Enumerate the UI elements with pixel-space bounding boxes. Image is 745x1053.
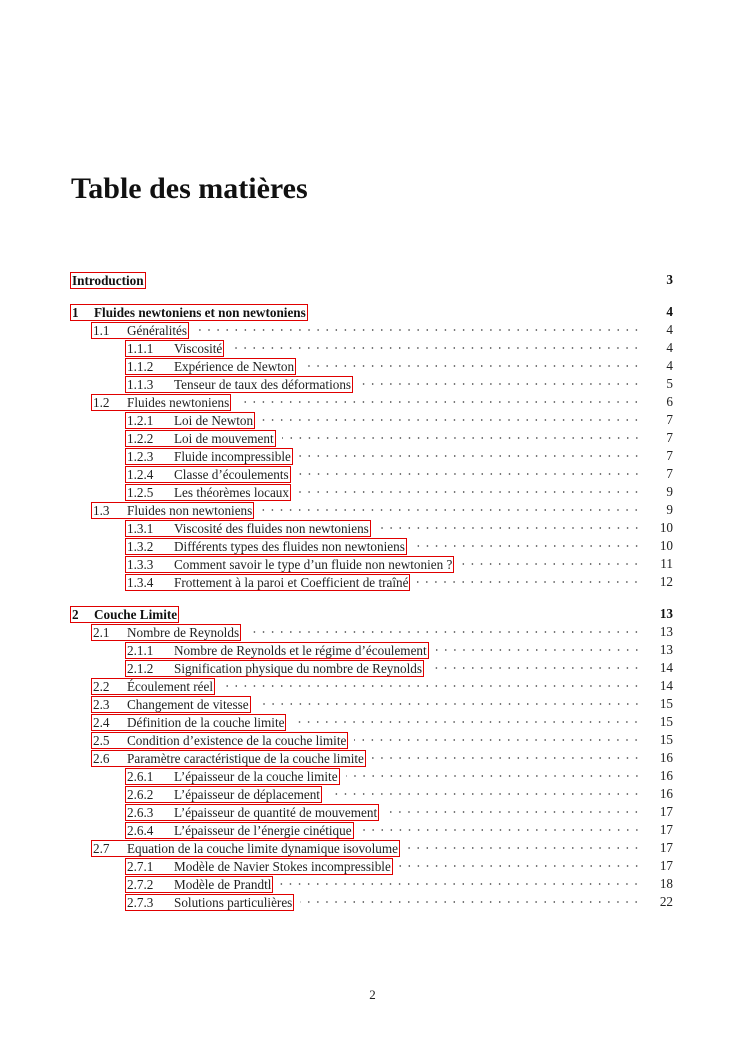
section-title: Condition d’existence de la couche limite [127, 732, 347, 748]
toc-link[interactable] [91, 624, 241, 641]
page-ref: 7 [666, 448, 673, 463]
dot-leader [297, 465, 643, 483]
toc-entry [70, 623, 673, 641]
section-title: Comment savoir le type d’un fluide non newtonien ? [174, 556, 453, 572]
toc-entry [70, 893, 673, 911]
toc-link[interactable] [70, 606, 179, 623]
dot-leader [406, 839, 643, 857]
dot-leader [260, 501, 643, 519]
toc-entry [70, 857, 673, 875]
toc-link[interactable] [91, 322, 189, 339]
toc-entry [70, 875, 673, 893]
toc-link[interactable] [125, 786, 322, 803]
section-title: Loi de Newton [174, 412, 254, 428]
section-number: 1.2.1 [127, 412, 154, 428]
page-ref: 16 [659, 750, 673, 765]
toc-entry [70, 821, 673, 839]
section-number: 1.2.5 [127, 484, 154, 500]
dot-leader [237, 393, 643, 411]
toc-entry [70, 339, 673, 357]
toc-entry [70, 375, 673, 393]
toc-entry [70, 677, 673, 695]
toc-entry [70, 357, 673, 375]
toc-entry [70, 501, 673, 519]
section-number: 1.2 [93, 394, 110, 410]
toc-link[interactable] [125, 894, 294, 911]
dot-leader [346, 767, 643, 785]
page-ref: 14 [659, 660, 673, 675]
section-number: 1.3.1 [127, 520, 154, 536]
page-ref: 13 [659, 624, 673, 639]
section-number: 1.1 [93, 322, 110, 338]
toc-entry [70, 465, 673, 483]
section-title: Définition de la couche limite [127, 714, 285, 730]
page-title: Table des matières [71, 172, 308, 205]
toc-link[interactable] [125, 660, 424, 677]
toc-entry [70, 537, 673, 555]
section-title: Equation de la couche limite dynamique isovolume [127, 840, 399, 856]
dot-leader [299, 447, 643, 465]
section-number: 2.7.2 [127, 876, 154, 892]
section-number: 1.3.3 [127, 556, 154, 572]
page-ref: 18 [659, 876, 673, 891]
page-ref: 16 [659, 786, 673, 801]
dot-leader [302, 357, 643, 375]
section-number: 1.3.4 [127, 574, 154, 590]
toc-entry [70, 731, 673, 749]
toc-link[interactable] [91, 714, 286, 731]
page-ref: 4 [666, 322, 673, 337]
page-ref: 15 [659, 732, 673, 747]
toc-link[interactable] [125, 822, 354, 839]
section-title: Fluides non newtoniens [127, 502, 253, 518]
toc-entry [70, 271, 673, 289]
section-title: L’épaisseur de déplacement [174, 786, 320, 802]
section-title: Fluides newtoniens et non newtoniens [94, 304, 306, 320]
section-number: 2.2 [93, 678, 110, 694]
toc-link[interactable] [125, 376, 353, 393]
toc-entry [70, 641, 673, 659]
section-title: Fluide incompressible [174, 448, 291, 464]
dot-leader [460, 555, 643, 573]
dot-leader [416, 573, 643, 591]
section-number: 1.1.3 [127, 376, 154, 392]
section-number: 1.3 [93, 502, 110, 518]
toc-entry [70, 555, 673, 573]
dot-leader [430, 659, 643, 677]
page-ref: 7 [666, 412, 673, 427]
toc-link[interactable] [125, 556, 454, 573]
dot-leader [297, 483, 643, 501]
dot-leader [221, 677, 643, 695]
section-number: 1.2.3 [127, 448, 154, 464]
section-title: Loi de mouvement [174, 430, 274, 446]
section-title: L’épaisseur de la couche limite [174, 768, 338, 784]
section-title: Changement de vitesse [127, 696, 249, 712]
section-title: Viscosité des fluides non newtoniens [174, 520, 369, 536]
toc-link[interactable] [125, 340, 224, 357]
section-number: 2.5 [93, 732, 110, 748]
toc-link[interactable] [125, 804, 379, 821]
toc-entry [70, 785, 673, 803]
page-ref: 17 [659, 822, 673, 837]
toc-link[interactable] [125, 358, 296, 375]
dot-leader [279, 875, 643, 893]
page-ref: 17 [659, 858, 673, 873]
page-ref: 16 [659, 768, 673, 783]
section-title: Écoulement réel [127, 678, 214, 694]
toc-link[interactable] [91, 732, 348, 749]
toc-link[interactable] [91, 750, 366, 767]
page-ref: 15 [659, 714, 673, 729]
page-ref: 13 [659, 642, 673, 657]
dot-leader [282, 429, 643, 447]
dot-leader [435, 641, 643, 659]
section-number: 1.3.2 [127, 538, 154, 554]
section-number: 2.7 [93, 840, 110, 856]
dot-leader [230, 339, 643, 357]
dot-leader [354, 731, 643, 749]
dot-leader [257, 695, 643, 713]
page-ref: 9 [666, 502, 673, 517]
dot-leader [372, 749, 643, 767]
dot-leader [359, 375, 643, 393]
section-number: 2.1 [93, 624, 110, 640]
page-ref: 7 [666, 466, 673, 481]
page-ref: 17 [659, 840, 673, 855]
section-title: Modèle de Prandtl [174, 876, 272, 892]
toc-link[interactable] [70, 304, 308, 321]
section-number: 1.2.2 [127, 430, 154, 446]
page-ref: 17 [659, 804, 673, 819]
toc-entry [70, 803, 673, 821]
section-title: Solutions particulières [174, 894, 293, 910]
page-ref: 4 [666, 340, 673, 355]
toc-entry [70, 519, 673, 537]
table-of-contents [70, 271, 673, 911]
section-title: Frottement à la paroi et Coefficient de traîné [174, 574, 409, 590]
dot-leader [399, 857, 643, 875]
toc-link[interactable] [91, 394, 231, 411]
section-title: Nombre de Reynolds et le régime d’écoulement [174, 642, 427, 658]
toc-entry [70, 393, 673, 411]
page-ref: 9 [666, 484, 673, 499]
page-ref: 13 [659, 606, 673, 621]
section-title: Viscosité [174, 340, 223, 356]
section-title: L’épaisseur de l’énergie cinétique [174, 822, 352, 838]
page-ref: 22 [659, 894, 673, 909]
page-ref: 11 [660, 556, 673, 571]
toc-link[interactable] [91, 696, 251, 713]
section-number: 2.6.4 [127, 822, 154, 838]
section-number: 1 [72, 304, 79, 320]
page-ref: 6 [666, 394, 673, 409]
toc-link[interactable] [91, 502, 254, 519]
toc-link[interactable] [125, 538, 407, 555]
toc-entry [70, 447, 673, 465]
toc-link[interactable] [125, 448, 293, 465]
toc-entry [70, 573, 673, 591]
dot-leader [195, 321, 643, 339]
section-title: Généralités [127, 322, 188, 338]
toc-link[interactable] [70, 272, 146, 289]
toc-link[interactable] [125, 412, 255, 429]
page-ref: 12 [659, 574, 673, 589]
toc-link[interactable] [125, 484, 291, 501]
section-title: Différents types des fluides non newtoniens [174, 538, 405, 554]
section-number: 2.6.2 [127, 786, 154, 802]
dot-leader [328, 785, 643, 803]
page-ref: 4 [666, 304, 673, 319]
section-number: 2.1.1 [127, 642, 154, 658]
toc-link[interactable] [91, 840, 400, 857]
section-number: 2.6.3 [127, 804, 154, 820]
toc-entry [70, 839, 673, 857]
section-title: Introduction [72, 272, 144, 288]
toc-link[interactable] [125, 520, 371, 537]
page-ref: 10 [659, 520, 673, 535]
section-title: Modèle de Navier Stokes incompressible [174, 858, 391, 874]
dot-leader [377, 519, 643, 537]
dot-leader [247, 623, 643, 641]
section-title: Tenseur de taux des déformations [174, 376, 352, 392]
section-title: Paramètre caractéristique de la couche limite [127, 750, 364, 766]
section-number: 2.6 [93, 750, 110, 766]
toc-link[interactable] [125, 876, 273, 893]
toc-entry [70, 713, 673, 731]
section-number: 2.7.1 [127, 858, 154, 874]
toc-entry [70, 659, 673, 677]
toc-link[interactable] [125, 430, 276, 447]
toc-entry [70, 411, 673, 429]
section-title: Classe d’écoulements [174, 466, 289, 482]
section-number: 2 [72, 606, 79, 622]
toc-entry [70, 767, 673, 785]
section-number: 2.7.3 [127, 894, 154, 910]
dot-leader [360, 821, 643, 839]
dot-leader [261, 411, 643, 429]
dot-leader [413, 537, 643, 555]
section-number: 1.1.2 [127, 358, 154, 374]
toc-entry [70, 303, 673, 321]
toc-link[interactable] [91, 678, 215, 695]
toc-link[interactable] [125, 642, 429, 659]
section-title: Signification physique du nombre de Reynolds [174, 660, 422, 676]
section-number: 2.4 [93, 714, 110, 730]
section-title: Expérience de Newton [174, 358, 295, 374]
page-ref: 10 [659, 538, 673, 553]
toc-entry [70, 605, 673, 623]
toc-link[interactable] [125, 858, 393, 875]
page-ref: 7 [666, 430, 673, 445]
toc-entry [70, 749, 673, 767]
section-title: L’épaisseur de quantité de mouvement [174, 804, 378, 820]
section-number: 2.3 [93, 696, 110, 712]
page-ref: 3 [666, 272, 673, 287]
toc-link[interactable] [125, 768, 340, 785]
section-title: Nombre de Reynolds [127, 624, 240, 640]
toc-entry [70, 695, 673, 713]
dot-leader [385, 803, 643, 821]
section-number: 2.6.1 [127, 768, 154, 784]
page-ref: 15 [659, 696, 673, 711]
page-number: 2 [369, 987, 376, 1002]
dot-leader [300, 893, 643, 911]
page-ref: 14 [659, 678, 673, 693]
page-ref: 5 [666, 376, 673, 391]
section-number: 2.1.2 [127, 660, 154, 676]
dot-leader [292, 713, 643, 731]
section-title: Fluides newtoniens [127, 394, 230, 410]
section-title: Les théorèmes locaux [174, 484, 289, 500]
page-ref: 4 [666, 358, 673, 373]
toc-entry [70, 321, 673, 339]
toc-link[interactable] [125, 574, 410, 591]
section-number: 1.2.4 [127, 466, 154, 482]
toc-entry [70, 483, 673, 501]
toc-entry [70, 429, 673, 447]
section-title: Couche Limite [94, 606, 178, 622]
toc-link[interactable] [125, 466, 291, 483]
section-number: 1.1.1 [127, 340, 154, 356]
